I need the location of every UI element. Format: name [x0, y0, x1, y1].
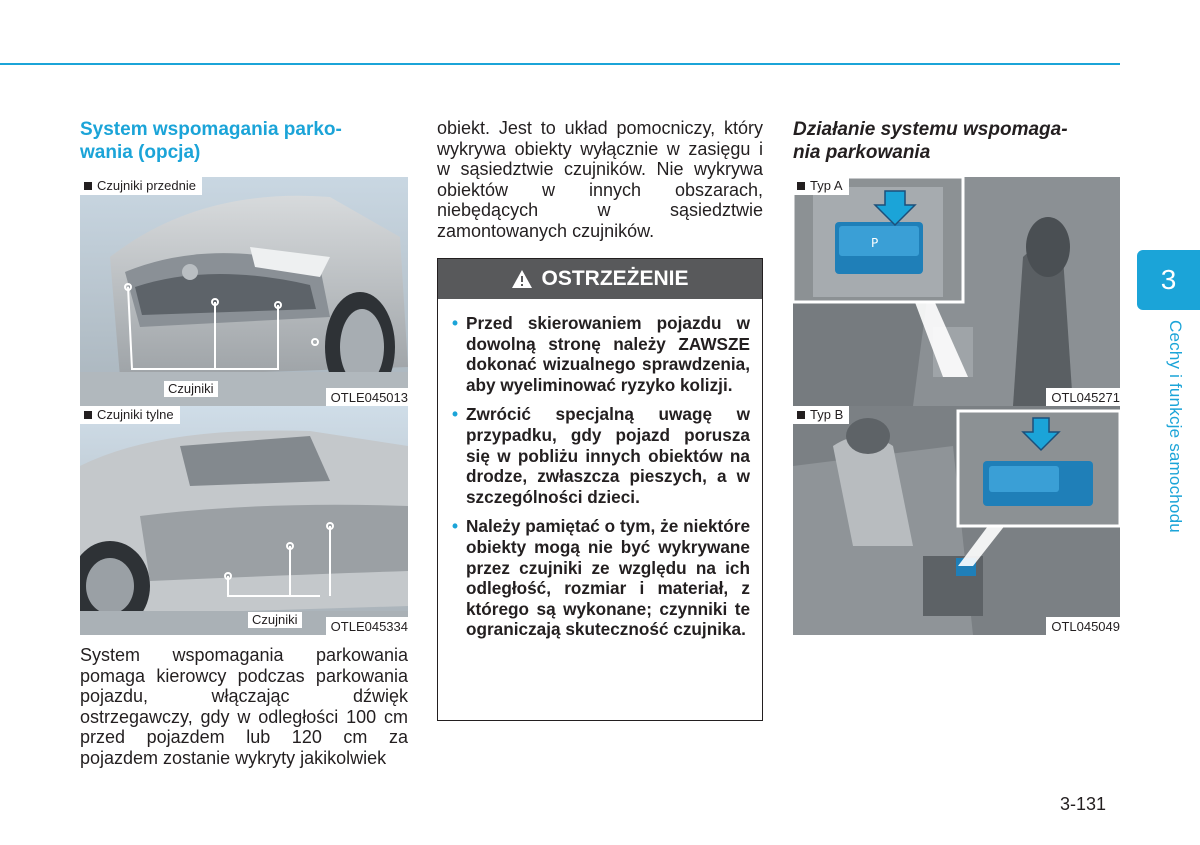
sensor-callout: Czujniki [248, 612, 302, 628]
figure-code: OTLE045334 [326, 617, 408, 635]
square-bullet-icon [797, 182, 805, 190]
warning-header: OSTRZEŻENIE [438, 259, 762, 299]
intro-paragraph: System wspomagania parkowania pomaga kierowcy podczas parkowania pojazdu, włączając dźwięk ostrzegawczy, gdy w odległości 100 cm przed pojazdem lub 120 cm za pojazdem zostanie wykryty jakikolwiek [80, 645, 408, 768]
chapter-title: Cechy i funkcje samochodu [1166, 320, 1185, 533]
left-column [80, 118, 408, 164]
figure-label: Typ A [793, 177, 849, 195]
warning-item: • Zwrócić specjalną uwagę w przypadku, gdy pojazd porusza się w pobliżu innych obiektów na drodze, zwłaszcza pieszych, a w szczególności dzieci. [452, 404, 750, 507]
top-rule [0, 63, 1120, 65]
section-heading: Działanie systemu wspomaga- nia parkowania [793, 119, 1068, 163]
section-heading: System wspomagania parko- wania (opcja) [80, 119, 342, 163]
right-column [793, 118, 1120, 164]
figure-code: OTL045049 [1046, 617, 1120, 635]
type-a-figure [793, 177, 1120, 406]
warning-list [438, 299, 762, 640]
figure-label: Czujniki tylne [80, 406, 180, 424]
front-sensors-figure [80, 177, 408, 406]
console-type-a-illustration [793, 177, 1120, 406]
warning-box [437, 258, 763, 721]
figure-label: Czujniki przednie [80, 177, 202, 195]
warning-item: • Przed skierowaniem pojazdu w dowolną stronę należy ZAWSZE dokonać wizualnego sprawdzenia, aby wyeliminować ryzyko kolizji. [452, 313, 750, 395]
continued-paragraph: obiekt. Jest to układ pomocniczy, który wykrywa obiekty wyłącznie w zasięgu i w sąsiedztwie czujników. Nie wykrywa obiektów w innych obszarach, niebędących w sąsiedztwie zamontowanych czujników. [437, 118, 763, 241]
page-number: 3-131 [1060, 794, 1107, 814]
square-bullet-icon [84, 411, 92, 419]
figure-code: OTL045271 [1046, 388, 1120, 406]
warning-item: • Należy pamiętać o tym, że niektóre obiekty mogą nie być wykrywane przez czujniki ze względu na ich odległość, rozmiar i materiał, z którego są wykonane; czynniki te ograniczają skuteczność czujnika. [452, 516, 750, 640]
square-bullet-icon [84, 182, 92, 190]
figure-code: OTLE045013 [326, 388, 408, 406]
bullet-icon: • [452, 313, 459, 333]
middle-column [437, 118, 763, 242]
console-type-b-illustration [793, 406, 1120, 635]
svg-text:P: P [871, 236, 879, 250]
sensor-callout: Czujniki [164, 381, 218, 397]
warning-triangle-icon [511, 269, 533, 289]
front-car-illustration [80, 177, 408, 406]
rear-sensors-figure [80, 406, 408, 635]
rear-car-illustration [80, 406, 408, 635]
figure-label: Typ B [793, 406, 849, 424]
chapter-tab: 3 [1137, 250, 1200, 310]
type-b-figure [793, 406, 1120, 635]
square-bullet-icon [797, 411, 805, 419]
bullet-icon: • [452, 404, 459, 425]
left-body [80, 645, 408, 769]
bullet-icon: • [452, 516, 459, 537]
